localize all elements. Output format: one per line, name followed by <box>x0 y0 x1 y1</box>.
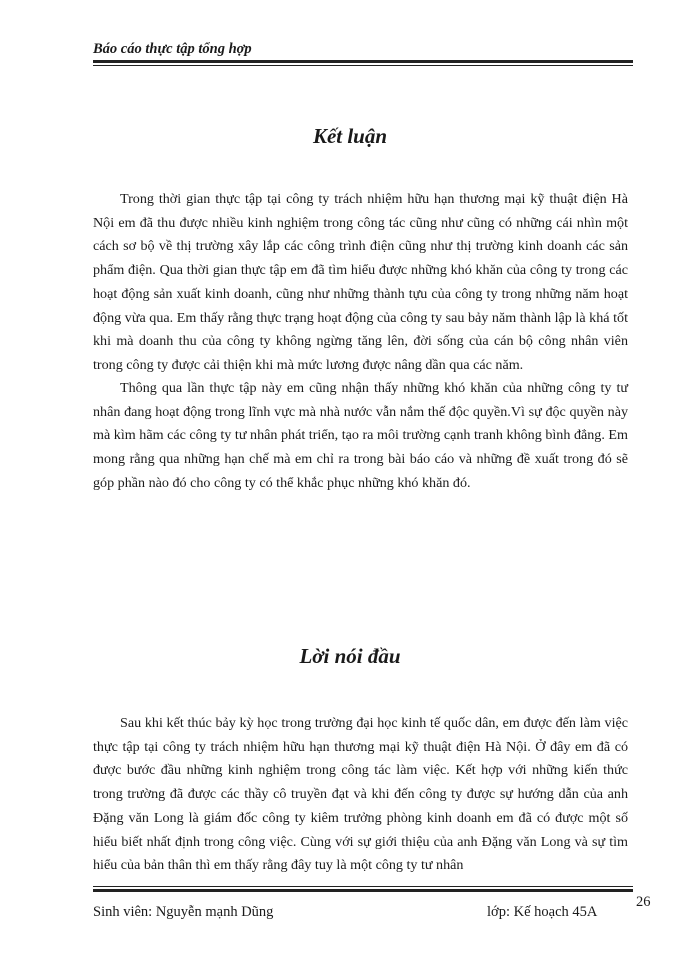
preface-paragraph-1: Sau khi kết thúc bảy kỳ học trong trường đại học kinh tế quốc dân, em được đến làm việc thực tập tại công ty trách nhiệm hữu hạn thương mại kỹ thuật điện Hà Nội. Ở đây em đã có được bước đầu những kinh nghiệm trong công tác làm việc. Kết hợp với những kiến thức trong trường đã được các thầy cô truyền đạt và khi đến công ty được sự hướng dẫn của anh Đặng văn Long là giám đốc công ty kiêm trưởng phòng kinh doanh em đã có được một số hiểu biết nhất định trong công việc. Cùng với sự giới thiệu của anh Đặng văn Long và sự tìm hiểu của bản thân thì em thấy rằng đây tuy là một công ty tư nhân <box>93 715 628 874</box>
footer-rule-thin <box>93 886 633 887</box>
conclusion-title: Kết luận <box>312 124 388 148</box>
page-header <box>93 40 633 66</box>
conclusion-paragraph-1: Trong thời gian thực tập tại công ty trách nhiệm hữu hạn thương mại kỹ thuật điện Hà Nội em đã thu được nhiều kinh nghiệm trong công tác cũng như cũng có những cái nhìn một cách sơ bộ về thị trường xây lắp các công trình điện cũng như thị trường kinh doanh các sản phẩm điện. Qua thời gian thực tập em đã tìm hiểu được những khó khăn của công ty trong các hoạt động sản xuất kinh doanh, cũng như những thành tựu của công ty trong những năm hoạt động vừa qua. Em thấy rằng thực trạng hoạt động của công ty sau bảy năm thành lập là khá tốt khi mà doanh thu của công ty không ngừng tăng lên, đời sống của cán bộ công nhân viên trong công ty được cải thiện khi mà mức lương được nâng dần qua các năm. <box>93 191 628 373</box>
preface-title: Lời nói đầu <box>299 644 401 668</box>
footer-rules <box>93 886 633 892</box>
report-header-title: Báo cáo thực tập tổng hợp <box>93 41 252 57</box>
conclusion-paragraph-2: Thông qua lần thực tập này em cũng nhận thấy những khó khăn của những công ty tư nhân đang hoạt động trong lĩnh vực mà nhà nước vẫn nắm thế độc quyền.Vì sự độc quyền này mà kìm hãm các công ty tư nhân phát triển, tạo ra môi trường cạnh tranh không bình đẳng. Em mong rằng qua những hạn chế mà em chỉ ra trong bài báo cáo và những đề xuất trong đó sẽ góp phần nào đó cho công ty có thể khắc phục những khó khăn đó. <box>93 380 628 491</box>
header-rule-thick <box>93 60 633 63</box>
footer-rule-thick <box>93 889 633 892</box>
footer-student: Sinh viên: Nguyễn mạnh Dũng <box>93 904 274 920</box>
header-rule-thin <box>93 65 633 66</box>
footer-class: lớp: Kế hoạch 45A <box>487 904 598 920</box>
page-number: 26 <box>636 894 651 910</box>
